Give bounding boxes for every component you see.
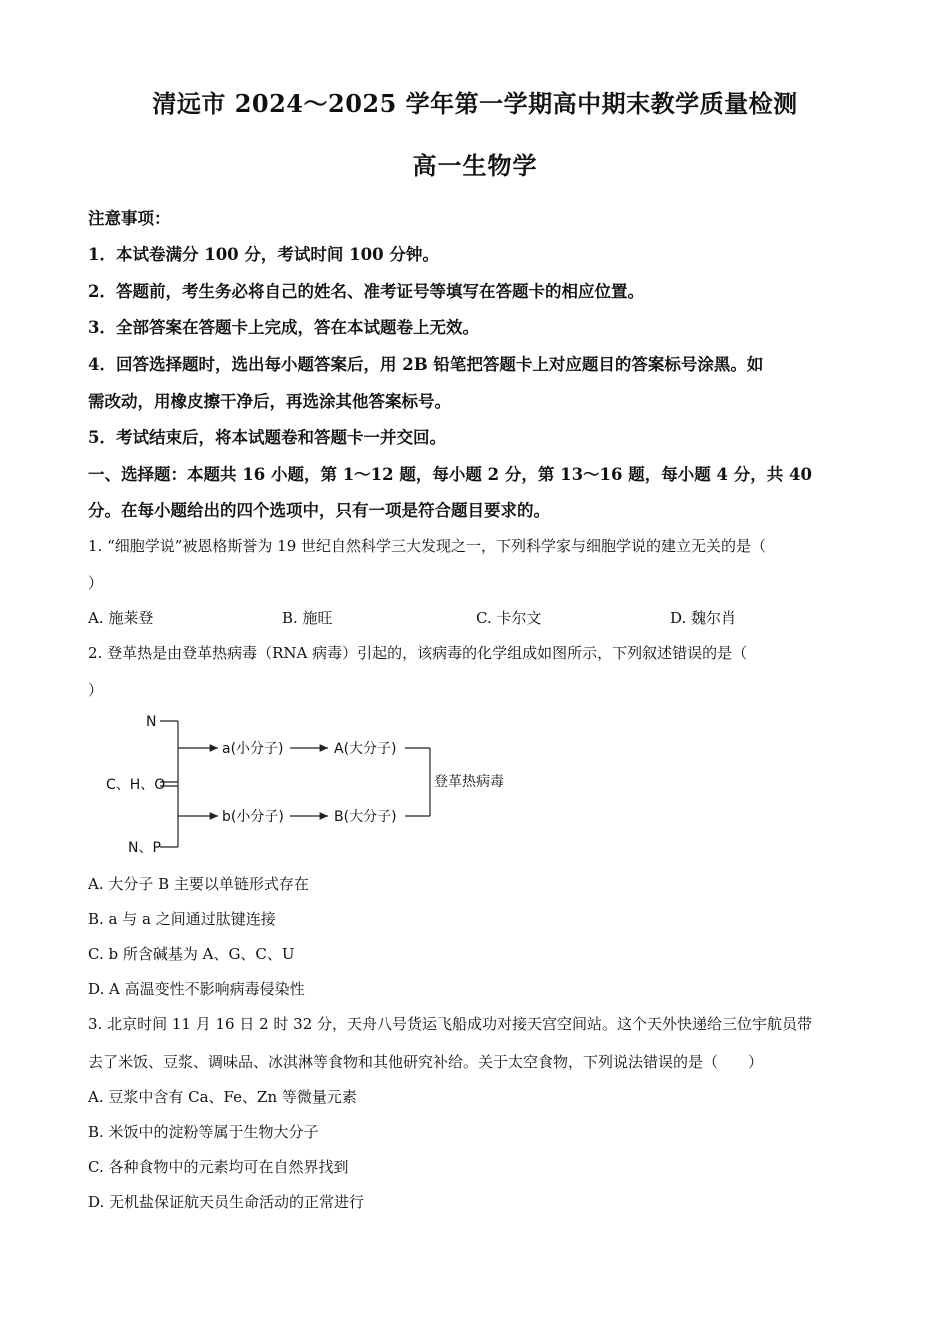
virus-label: 登革热病毒 [434, 774, 504, 790]
notice-item: 1．本试卷满分 100 分，考试时间 100 分钟。 [88, 245, 439, 264]
virus-composition-diagram [100, 706, 520, 866]
q3-stem: 去了米饭、豆浆、调味品、冰淇淋等食物和其他研究补给。关于太空食物，下列说法错误的是（ ） [88, 1053, 764, 1071]
notice-item: 需改动，用橡皮擦干净后，再选涂其他答案标号。 [88, 392, 451, 411]
exam-title: 清远市 2024～2025 学年第一学期高中期末教学质量检测 [152, 89, 798, 118]
q1-option-c: C. 卡尔文 [476, 609, 542, 627]
q1-option-b: B. 施旺 [282, 609, 333, 627]
q2-stem: ） [88, 681, 104, 699]
macromolecule-b: B(大分子) [334, 809, 397, 825]
q3-option-d: D. 无机盐保证航天员生命活动的正常进行 [88, 1193, 365, 1211]
section-heading: 一、选择题：本题共 16 小题，第 1～12 题，每小题 2 分，第 13～16 题，每小题 4 分，共 40 [88, 465, 812, 484]
q1-option-a: A. 施莱登 [88, 609, 154, 627]
q1-stem: ） [88, 574, 104, 592]
q1-option-d: D. 魏尔肖 [670, 609, 737, 627]
q3-option-c: C. 各种食物中的元素均可在自然界找到 [88, 1158, 349, 1176]
subject-title: 高一生物学 [412, 151, 538, 180]
notice-item: 2．答题前，考生务必将自己的姓名、准考证号等填写在答题卡的相应位置。 [88, 282, 644, 301]
element-cho-label: C、H、O [106, 777, 166, 793]
element-n-label: N [146, 714, 157, 730]
small-molecule-a: a(小分子) [222, 741, 284, 757]
q3-option-b: B. 米饭中的淀粉等属于生物大分子 [88, 1123, 319, 1141]
q2-option-d: D. A 高温变性不影响病毒侵染性 [88, 980, 305, 998]
notice-item: 4．回答选择题时，选出每小题答案后，用 2B 铅笔把答题卡上对应题目的答案标号涂黑。如 [88, 355, 764, 374]
q2-option-c: C. b 所含碱基为 A、G、C、U [88, 945, 295, 963]
section-heading: 分。在每小题给出的四个选项中，只有一项是符合题目要求的。 [88, 501, 550, 520]
notice-item: 5．考试结束后，将本试题卷和答题卡一并交回。 [88, 428, 446, 447]
q2-option-b: B. a 与 a 之间通过肽键连接 [88, 910, 276, 928]
q3-stem: 3. 北京时间 11 月 16 日 2 时 32 分，天舟八号货运飞船成功对接天宫空间站。这个天外快递给三位宇航员带 [88, 1015, 813, 1033]
q1-stem: 1. “细胞学说”被恩格斯誉为 19 世纪自然科学三大发现之一，下列科学家与细胞学说的建立无关的是（ [88, 537, 767, 555]
q2-option-a: A. 大分子 B 主要以单链形式存在 [88, 875, 309, 893]
q2-stem: 2. 登革热是由登革热病毒（RNA 病毒）引起的，该病毒的化学组成如图所示，下列叙述错误的是（ [88, 644, 748, 662]
notice-heading: 注意事项： [88, 209, 171, 228]
small-molecule-b: b(小分子) [222, 809, 284, 825]
macromolecule-a: A(大分子) [334, 741, 397, 757]
element-np-label: N、P [128, 840, 161, 856]
notice-item: 3．全部答案在答题卡上完成，答在本试题卷上无效。 [88, 318, 479, 337]
q3-option-a: A. 豆浆中含有 Ca、Fe、Zn 等微量元素 [88, 1088, 357, 1106]
